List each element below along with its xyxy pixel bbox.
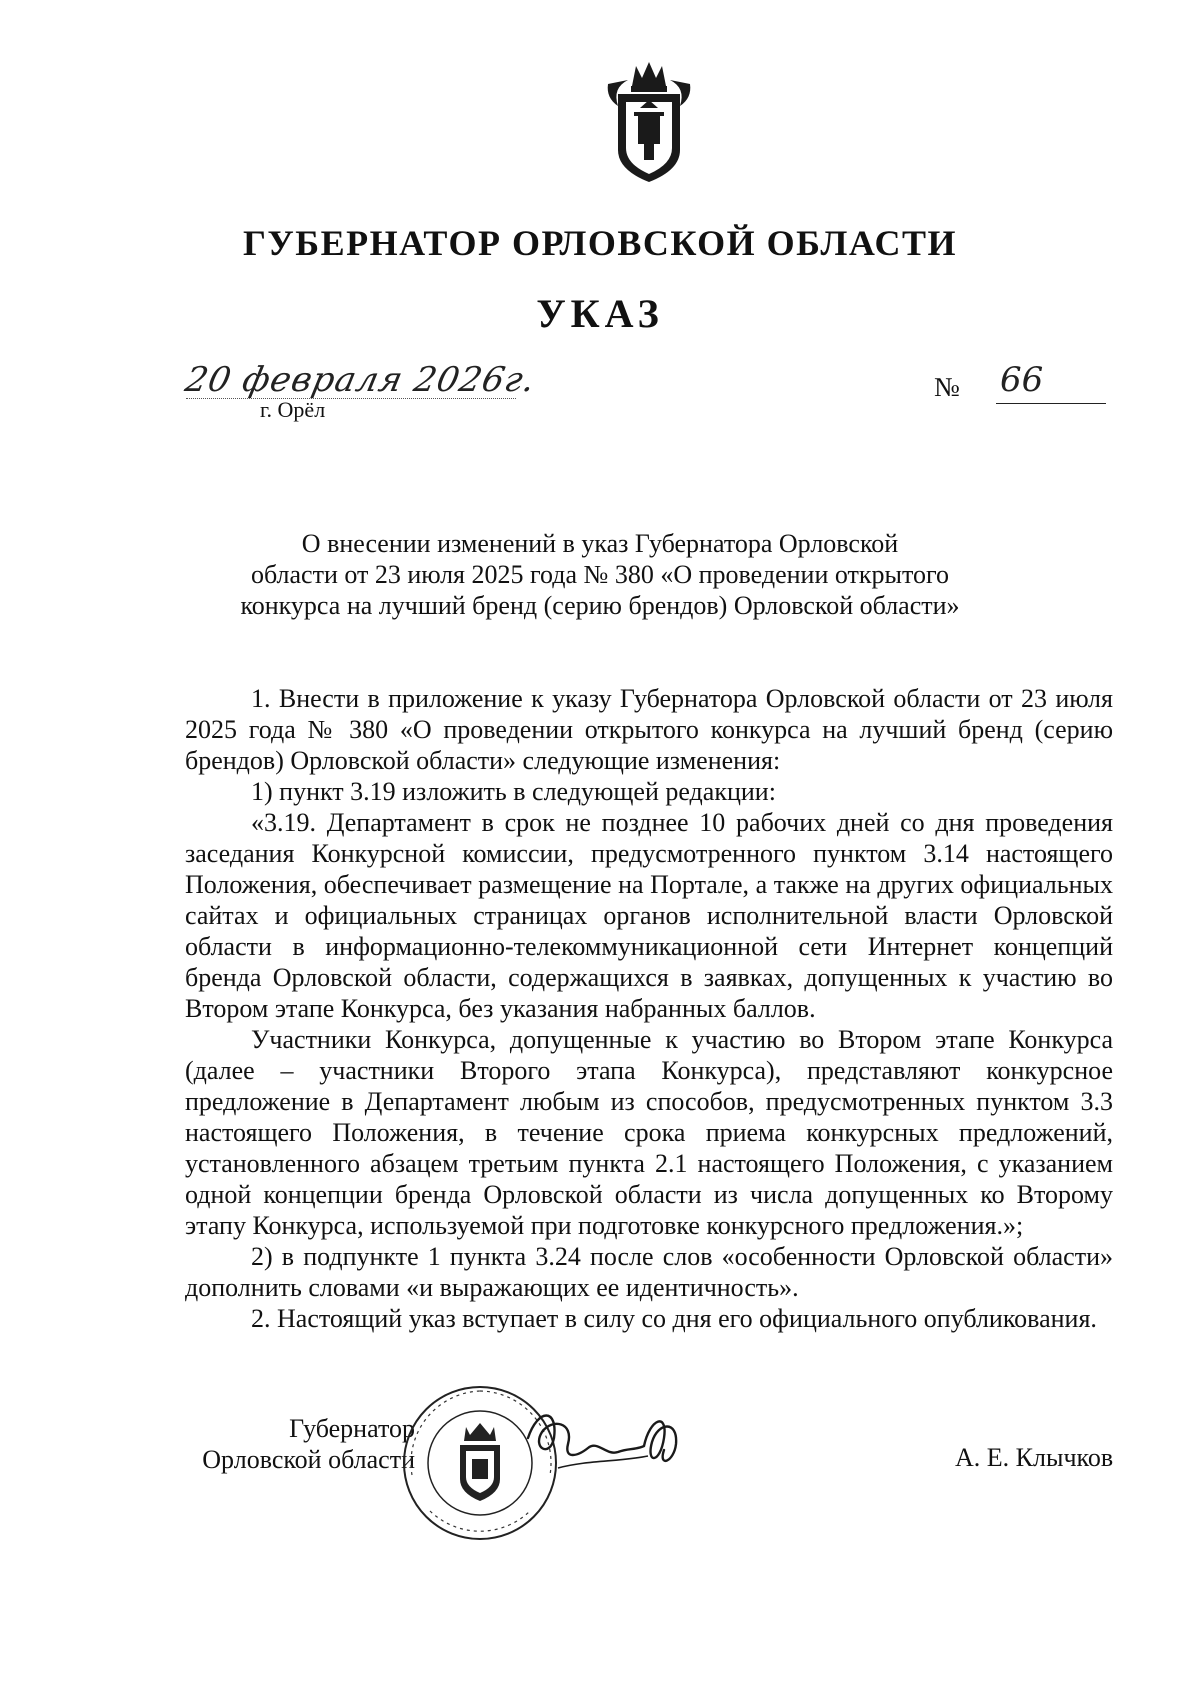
handwritten-number: 66 <box>1000 360 1044 400</box>
body-paragraph: Участники Конкурса, допущенные к участию во Втором этапе Конкурса (далее – участники Второго этапа Конкурса), представляют конкурсное предложение в Департамент любым из способов, предусмотренных пунктом 3.3 настоящего Положения, в течение срока приема конкурсных предложений, установленного абзацем третьим пункта 2.1 настоящего Положения, с указанием одной концепции бренда Орловской области из числа допущенных ко Второму этапу Конкурса, используемой при подготовке конкурсного предложения.»; <box>185 1025 1113 1240</box>
position-line: Орловской области <box>202 1445 415 1474</box>
handwritten-date: 20 февраля 2026г. <box>181 360 540 400</box>
signatory-name: А. Е. Клычков <box>955 1443 1114 1472</box>
position-line: Губернатор <box>289 1414 415 1443</box>
document-body <box>185 683 1113 1334</box>
city-label: г. Орёл <box>260 397 326 422</box>
number-label: № <box>934 372 960 402</box>
coat-of-arms-emblem <box>598 58 700 186</box>
date-underline <box>186 398 516 399</box>
subject-line: конкурса на лучший бренд (серию брендов) Орловской области» <box>240 591 960 620</box>
signatory-position <box>185 1413 415 1475</box>
number-underline <box>996 403 1106 404</box>
body-paragraph: «3.19. Департамент в срок не позднее 10 рабочих дней со дня проведения заседания Конкурсной комиссии, предусмотренного пунктом 3.14 настоящего Положения, обеспечивает размещение на Портале, а также на других официальных сайтах и официальных страницах органов исполнительной власти Орловской области в информационно-телекоммуникационной сети Интернет концепций бренда Орловской области, содержащихся в заявках, допущенных к участию во Втором этапе Конкурса, без указания набранных баллов. <box>185 808 1113 1023</box>
subject-line: области от 23 июля 2025 года № 380 «О проведении открытого <box>250 560 950 589</box>
document-type: УКАЗ <box>536 291 664 336</box>
handwritten-signature <box>518 1398 698 1498</box>
body-paragraph: 1) пункт 3.19 изложить в следующей редакции: <box>251 777 776 806</box>
subject-line: О внесении изменений в указ Губернатора Орловской <box>301 529 899 558</box>
body-paragraph: 2) в подпункте 1 пункта 3.24 после слов «особенности Орловской области» дополнить словами «и выражающих ее идентичность». <box>185 1242 1113 1302</box>
issuing-authority: ГУБЕРНАТОР ОРЛОВСКОЙ ОБЛАСТИ <box>242 223 958 263</box>
body-paragraph: 2. Настоящий указ вступает в силу со дня его официального опубликования. <box>251 1304 1097 1333</box>
document-subject <box>200 528 1000 621</box>
body-paragraph: 1. Внести в приложение к указу Губернатора Орловской области от 23 июля 2025 года № 380 «О проведении открытого конкурса на лучший бренд (серию брендов) Орловской области» следующие изменения: <box>185 684 1113 775</box>
